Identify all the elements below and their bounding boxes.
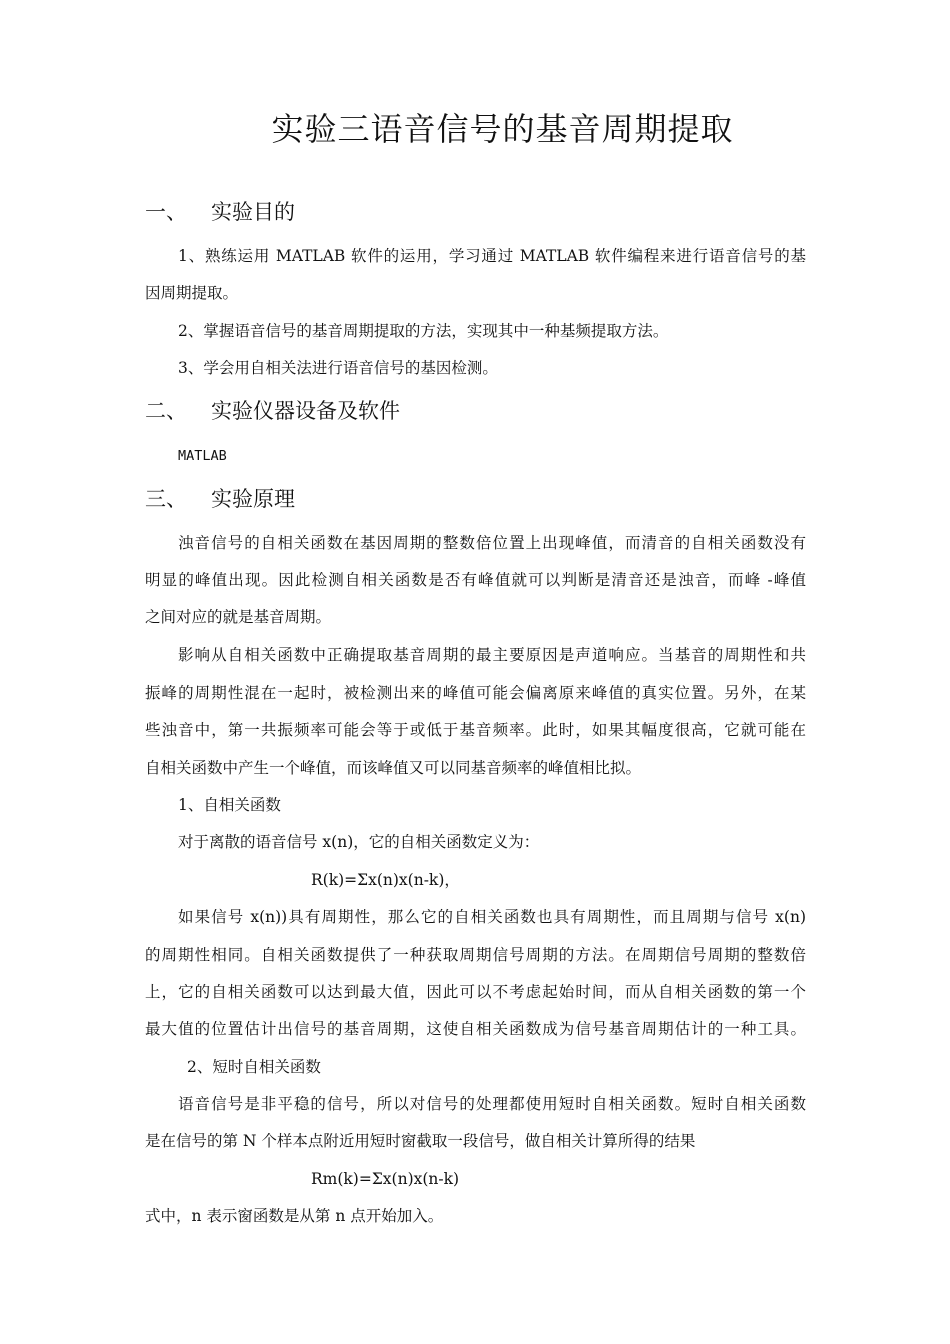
principle-p2-line-1: 影响从自相关函数中正确提取基音周期的最主要原因是声道响应。当基音的周期性和共 bbox=[178, 646, 806, 664]
principle-p2-line-3: 些浊音中，第一共振频率可能会等于或低于基音频率。此时，如果其幅度很高，它就可能在 bbox=[145, 721, 806, 739]
purpose-item-1-line-2: 因周期提取。 bbox=[145, 284, 239, 302]
formula-short-time-autocorrelation: Rm(k)=Σx(n)x(n-k) bbox=[311, 1170, 460, 1188]
principle-p3-line-3: 上，它的自相关函数可以达到最大值，因此可以不考虑起始时间，而从自相关函数的第一个 bbox=[145, 983, 806, 1001]
principle-p1-line-3: 之间对应的就是基音周期。 bbox=[145, 608, 332, 626]
principle-p1-line-2: 明显的峰值出现。因此检测自相关函数是否有峰值就可以判断是清音还是浊音，而峰 -峰值 bbox=[145, 571, 806, 589]
section-heading-purpose bbox=[145, 196, 295, 226]
purpose-item-1-line-1: 1、熟练运用 MATLAB 软件的运用，学习通过 MATLAB 软件编程来进行语音信号的基 bbox=[178, 247, 806, 265]
principle-p4-line-2: 是在信号的第 N 个样本点附近用短时窗截取一段信号，做自相关计算所得的结果 bbox=[145, 1132, 696, 1150]
purpose-item-2: 2、掌握语音信号的基音周期提取的方法，实现其中一种基频提取方法。 bbox=[178, 322, 669, 340]
principle-p2-line-4: 自相关函数中产生一个峰值，而该峰值又可以同基音频率的峰值相比拟。 bbox=[145, 759, 642, 777]
software-name: MATLAB bbox=[178, 448, 227, 464]
principle-p2-line-2: 振峰的周期性混在一起时，被检测出来的峰值可能会偏离原来峰值的真实位置。另外，在某 bbox=[145, 684, 806, 702]
subheading-autocorrelation: 1、自相关函数 bbox=[178, 796, 281, 814]
subheading-short-time-autocorrelation: 2、短时自相关函数 bbox=[187, 1058, 321, 1076]
section-title: 实验仪器设备及软件 bbox=[211, 399, 400, 423]
formula-autocorrelation: R(k)=Σx(n)x(n-k)， bbox=[311, 871, 460, 889]
section-heading-principle bbox=[145, 483, 295, 513]
principle-p3-line-1: 如果信号 x(n))具有周期性，那么它的自相关函数也具有周期性，而且周期与信号 x(n) bbox=[178, 908, 806, 926]
section-heading-software bbox=[145, 395, 400, 425]
principle-p1-line-1: 浊音信号的自相关函数在基因周期的整数倍位置上出现峰值，而清音的自相关函数没有 bbox=[178, 534, 806, 552]
document-title: 实验三语音信号的基音周期提取 bbox=[271, 110, 734, 148]
section-number: 二、 bbox=[145, 399, 187, 423]
principle-p5: 式中，n 表示窗函数是从第 n 点开始加入。 bbox=[145, 1207, 444, 1225]
purpose-item-3: 3、学会用自相关法进行语音信号的基因检测。 bbox=[178, 359, 498, 377]
section-title: 实验目的 bbox=[211, 200, 295, 224]
definition-intro: 对于离散的语音信号 x(n)，它的自相关函数定义为： bbox=[178, 833, 540, 851]
section-number: 一、 bbox=[145, 200, 187, 224]
principle-p4-line-1: 语音信号是非平稳的信号，所以对信号的处理都使用短时自相关函数。短时自相关函数 bbox=[178, 1095, 806, 1113]
section-number: 三、 bbox=[145, 487, 187, 511]
principle-p3-line-4: 最大值的位置估计出信号的基音周期，这使自相关函数成为信号基音周期估计的一种工具。 bbox=[145, 1020, 806, 1038]
principle-p3-line-2: 的周期性相同。自相关函数提供了一种获取周期信号周期的方法。在周期信号周期的整数倍 bbox=[145, 946, 806, 964]
section-title: 实验原理 bbox=[211, 487, 295, 511]
